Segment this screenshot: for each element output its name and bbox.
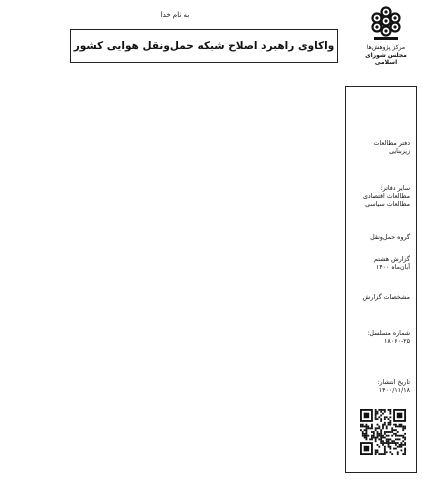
title-box [70, 29, 338, 63]
report-number: گزارش هشتم [374, 256, 410, 263]
report-spec: مشخصات گزارش [362, 294, 410, 301]
date-label: تاریخ انتشار: [377, 379, 410, 386]
date-block [350, 379, 410, 395]
other-office-2: مطالعات سیاسی [365, 201, 410, 208]
office-line-2: زیربنایی [389, 148, 410, 155]
qr-code-icon [360, 409, 406, 455]
serial-block [350, 330, 410, 346]
serial-label: شماره مسلسل: [367, 330, 410, 337]
group-label: گروه حمل‌ونقل [370, 234, 410, 241]
majlis-research-center-logo-icon [366, 6, 406, 42]
report-month: آبان‌ماه ۱۴۰۰ [375, 264, 410, 271]
basmala: به نام خدا [160, 11, 190, 19]
office-line-1: دفتر مطالعات [373, 140, 410, 147]
document-title: واکاوی راهبرد اصلاح شبکه حمل‌ونقل هوایی کشور [73, 40, 335, 52]
logo-line-2: مجلس شورای اسلامی [365, 51, 407, 66]
logo-line-1: مرکز پژوهش‌ها [366, 44, 406, 51]
office-block [350, 140, 410, 156]
serial-value: ۱۸۰۶۰-۲۵ [384, 338, 410, 345]
institution-logo [358, 6, 414, 76]
date-value: ۱۴۰۰/۱۱/۱۸ [378, 387, 410, 394]
other-offices-label: سایر دفاتر: [380, 185, 410, 192]
other-office-1: مطالعات اقتصادی [362, 193, 410, 200]
report-sidebar [345, 86, 417, 473]
other-offices-block [350, 185, 410, 209]
report-block [350, 256, 410, 272]
